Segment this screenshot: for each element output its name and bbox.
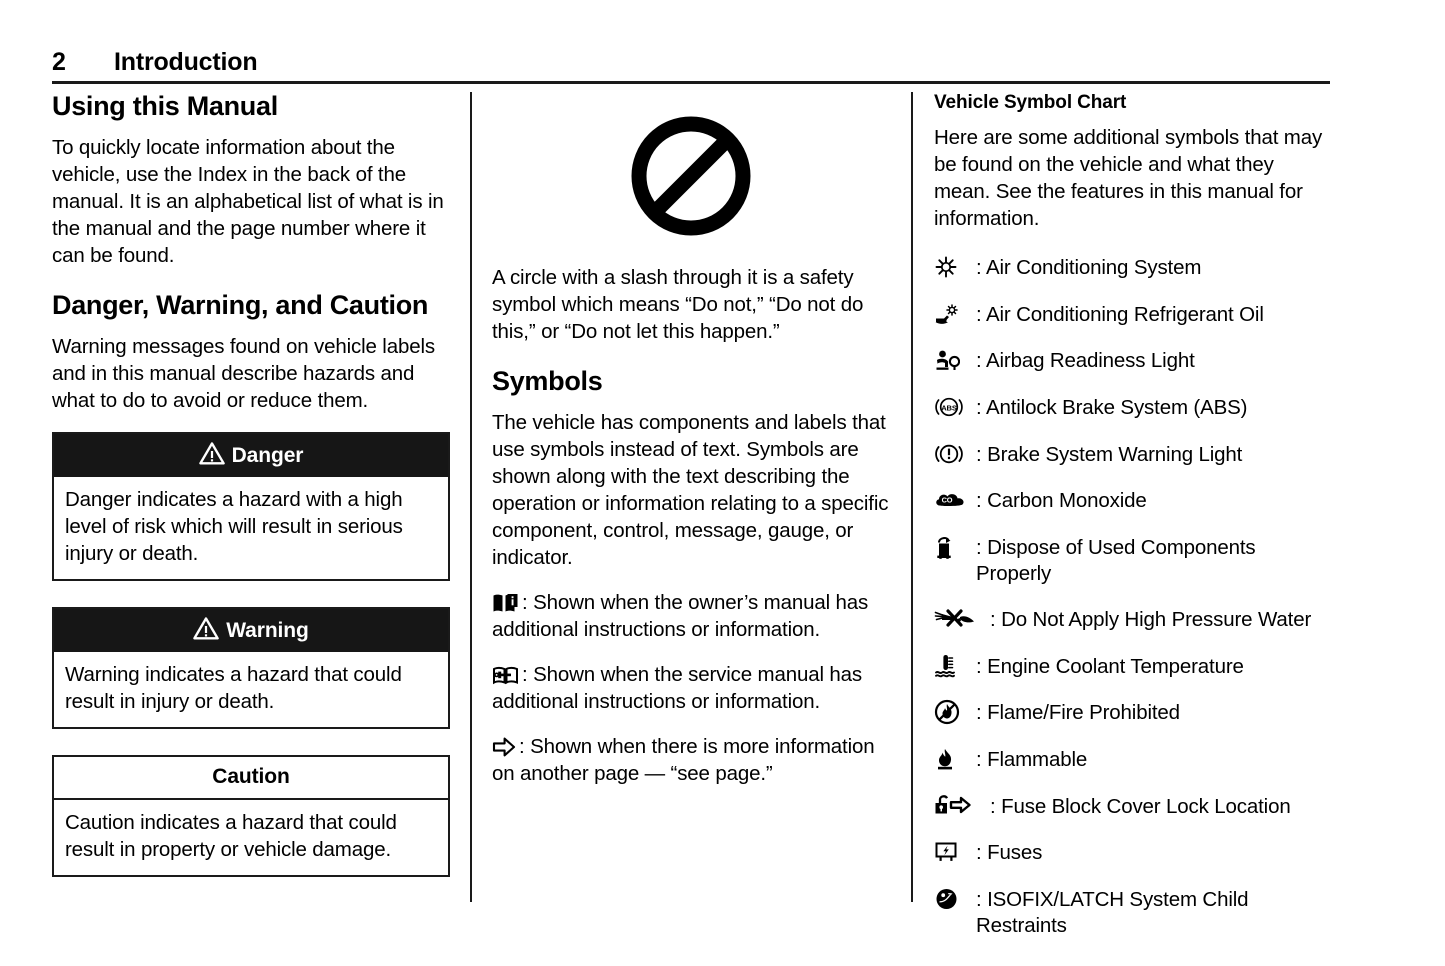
chart-item-label: : Antilock Brake System (ABS) [976,396,1248,420]
circle-slash-prohibition-icon [629,114,753,238]
chart-item-label: : Air Conditioning System [976,256,1202,280]
chart-item-label: : Fuses [976,841,1043,865]
middle-column [492,92,890,805]
page-title: Introduction [114,48,258,76]
chart-item-no-high-pressure-water [934,606,1334,633]
chart-item-label: : Do Not Apply High Pressure Water [990,608,1312,632]
chart-item-label: : Brake System Warning Light [976,442,1243,466]
chart-item-label: : Flammable [976,748,1088,772]
paragraph-symbols: The vehicle has components and labels that use symbols instead of text. Symbols are shown along with the text describing the operation or information relating to a specific component, control, message, gauge, or indicator. [492,410,889,570]
chart-item-label: : Air Conditioning Refrigerant Oil [976,302,1264,326]
header-row [52,48,1330,77]
chart-item-carbon-monoxide [934,487,1334,514]
warning-alert-box [52,607,450,729]
danger-alert-body: Danger indicates a hazard with a high level of risk which will result in serious injury or death. [65,487,403,565]
chart-item-abs [934,394,1334,421]
chart-item-label: : Flame/Fire Prohibited [976,701,1180,725]
snowflake-air-conditioning-icon [934,254,976,280]
fuses-icon [934,839,976,865]
symbol-note-text: : Shown when the service manual has additional instructions or information. [492,663,863,714]
heading-danger-warning-caution: Danger, Warning, and Caution [52,289,429,320]
warning-alert-body: Warning indicates a hazard that could result in injury or death. [65,662,402,713]
left-column [52,92,450,903]
chart-item-air-conditioning-system [934,254,1334,281]
caution-alert-header [54,757,448,800]
header-rule [52,81,1330,84]
owners-manual-book-icon [492,592,519,614]
paragraph-using-this-manual: To quickly locate information about the vehicle, use the Index in the back of the manual. It is an alphabetical list of what is in the manual and the page number where it can be found. [52,135,444,267]
fuse-block-cover-lock-icon [934,793,990,819]
abs-brake-icon [934,394,976,420]
paragraph-vehicle-symbol-chart: Here are some additional symbols that may be found on the vehicle and what they mean. See the features in this manual for information. [934,126,1323,231]
no-high-pressure-water-icon [934,606,990,632]
chart-item-label: : Carbon Monoxide [976,489,1147,513]
chart-item-brake-warning [934,441,1334,468]
symbol-note-see-page [492,733,890,787]
paragraph-circle-slash: A circle with a slash through it is a safety symbol which means “Do not,” “Do not do this,” or “Do not let this happen.” [492,266,864,344]
danger-alert-header [54,434,448,477]
warning-alert-header [54,609,448,652]
warning-triangle-icon [199,442,225,465]
flame-fire-prohibited-icon [934,699,976,725]
page-header [52,48,1330,84]
caution-alert-body: Caution indicates a hazard that could result in property or vehicle damage. [65,810,397,862]
column-divider-right [911,92,913,902]
heading-vehicle-symbol-chart: Vehicle Symbol Chart [934,92,1127,113]
symbol-note-owners-manual [492,589,890,643]
danger-alert-label: Danger [231,443,304,467]
carbon-monoxide-cloud-icon [934,487,976,513]
svg-text:CO: CO [941,495,953,505]
chart-item-isofix-latch [934,886,1334,938]
flammable-icon [934,746,976,772]
chart-item-flammable [934,746,1334,773]
heading-using-this-manual: Using this Manual [52,91,278,121]
brake-warning-icon [934,441,976,467]
chart-item-refrigerant-oil [934,301,1334,328]
page-number: 2 [52,48,66,76]
paragraph-danger-warning-caution: Warning messages found on vehicle labels and in this manual describe hazards and what to do to avoid or reduce them. [52,334,435,412]
chart-item-engine-coolant-temperature [934,653,1334,680]
chart-item-airbag-readiness [934,347,1334,374]
caution-alert-label: Caution [212,764,290,788]
danger-alert-box [52,432,450,581]
chart-item-label: : ISOFIX/LATCH System Child Restraints [976,887,1249,937]
isofix-latch-icon [934,886,976,912]
svg-text:ABS: ABS [941,403,957,413]
caution-alert-box [52,755,450,877]
column-divider-left [470,92,472,902]
chart-item-label: : Airbag Readiness Light [976,349,1195,373]
dispose-components-icon [934,534,976,560]
engine-coolant-temperature-icon [934,653,976,679]
warning-triangle-icon [193,617,219,640]
symbol-note-text: : Shown when the owner’s manual has additional instructions or information. [492,591,869,642]
airbag-readiness-icon [934,347,976,373]
chart-item-flame-fire-prohibited [934,699,1334,726]
oil-can-refrigerant-icon [934,301,976,327]
chart-item-label: : Engine Coolant Temperature [976,654,1244,678]
chart-item-label: : Fuse Block Cover Lock Location [990,794,1291,818]
chart-item-dispose-components [934,534,1334,586]
symbol-note-text: : Shown when there is more information on another page — “see page.” [492,735,875,786]
warning-alert-label: Warning [226,618,309,642]
prohibition-figure [492,92,890,264]
service-manual-book-icon [492,664,519,686]
chart-item-label: : Dispose of Used Components Properly [976,535,1256,585]
heading-symbols: Symbols [492,366,603,397]
right-column [934,92,1334,958]
symbol-note-service-manual [492,661,890,715]
chart-item-fuses [934,839,1334,866]
chart-item-fuse-block-cover-lock [934,793,1334,820]
see-page-arrow-icon [492,736,516,758]
